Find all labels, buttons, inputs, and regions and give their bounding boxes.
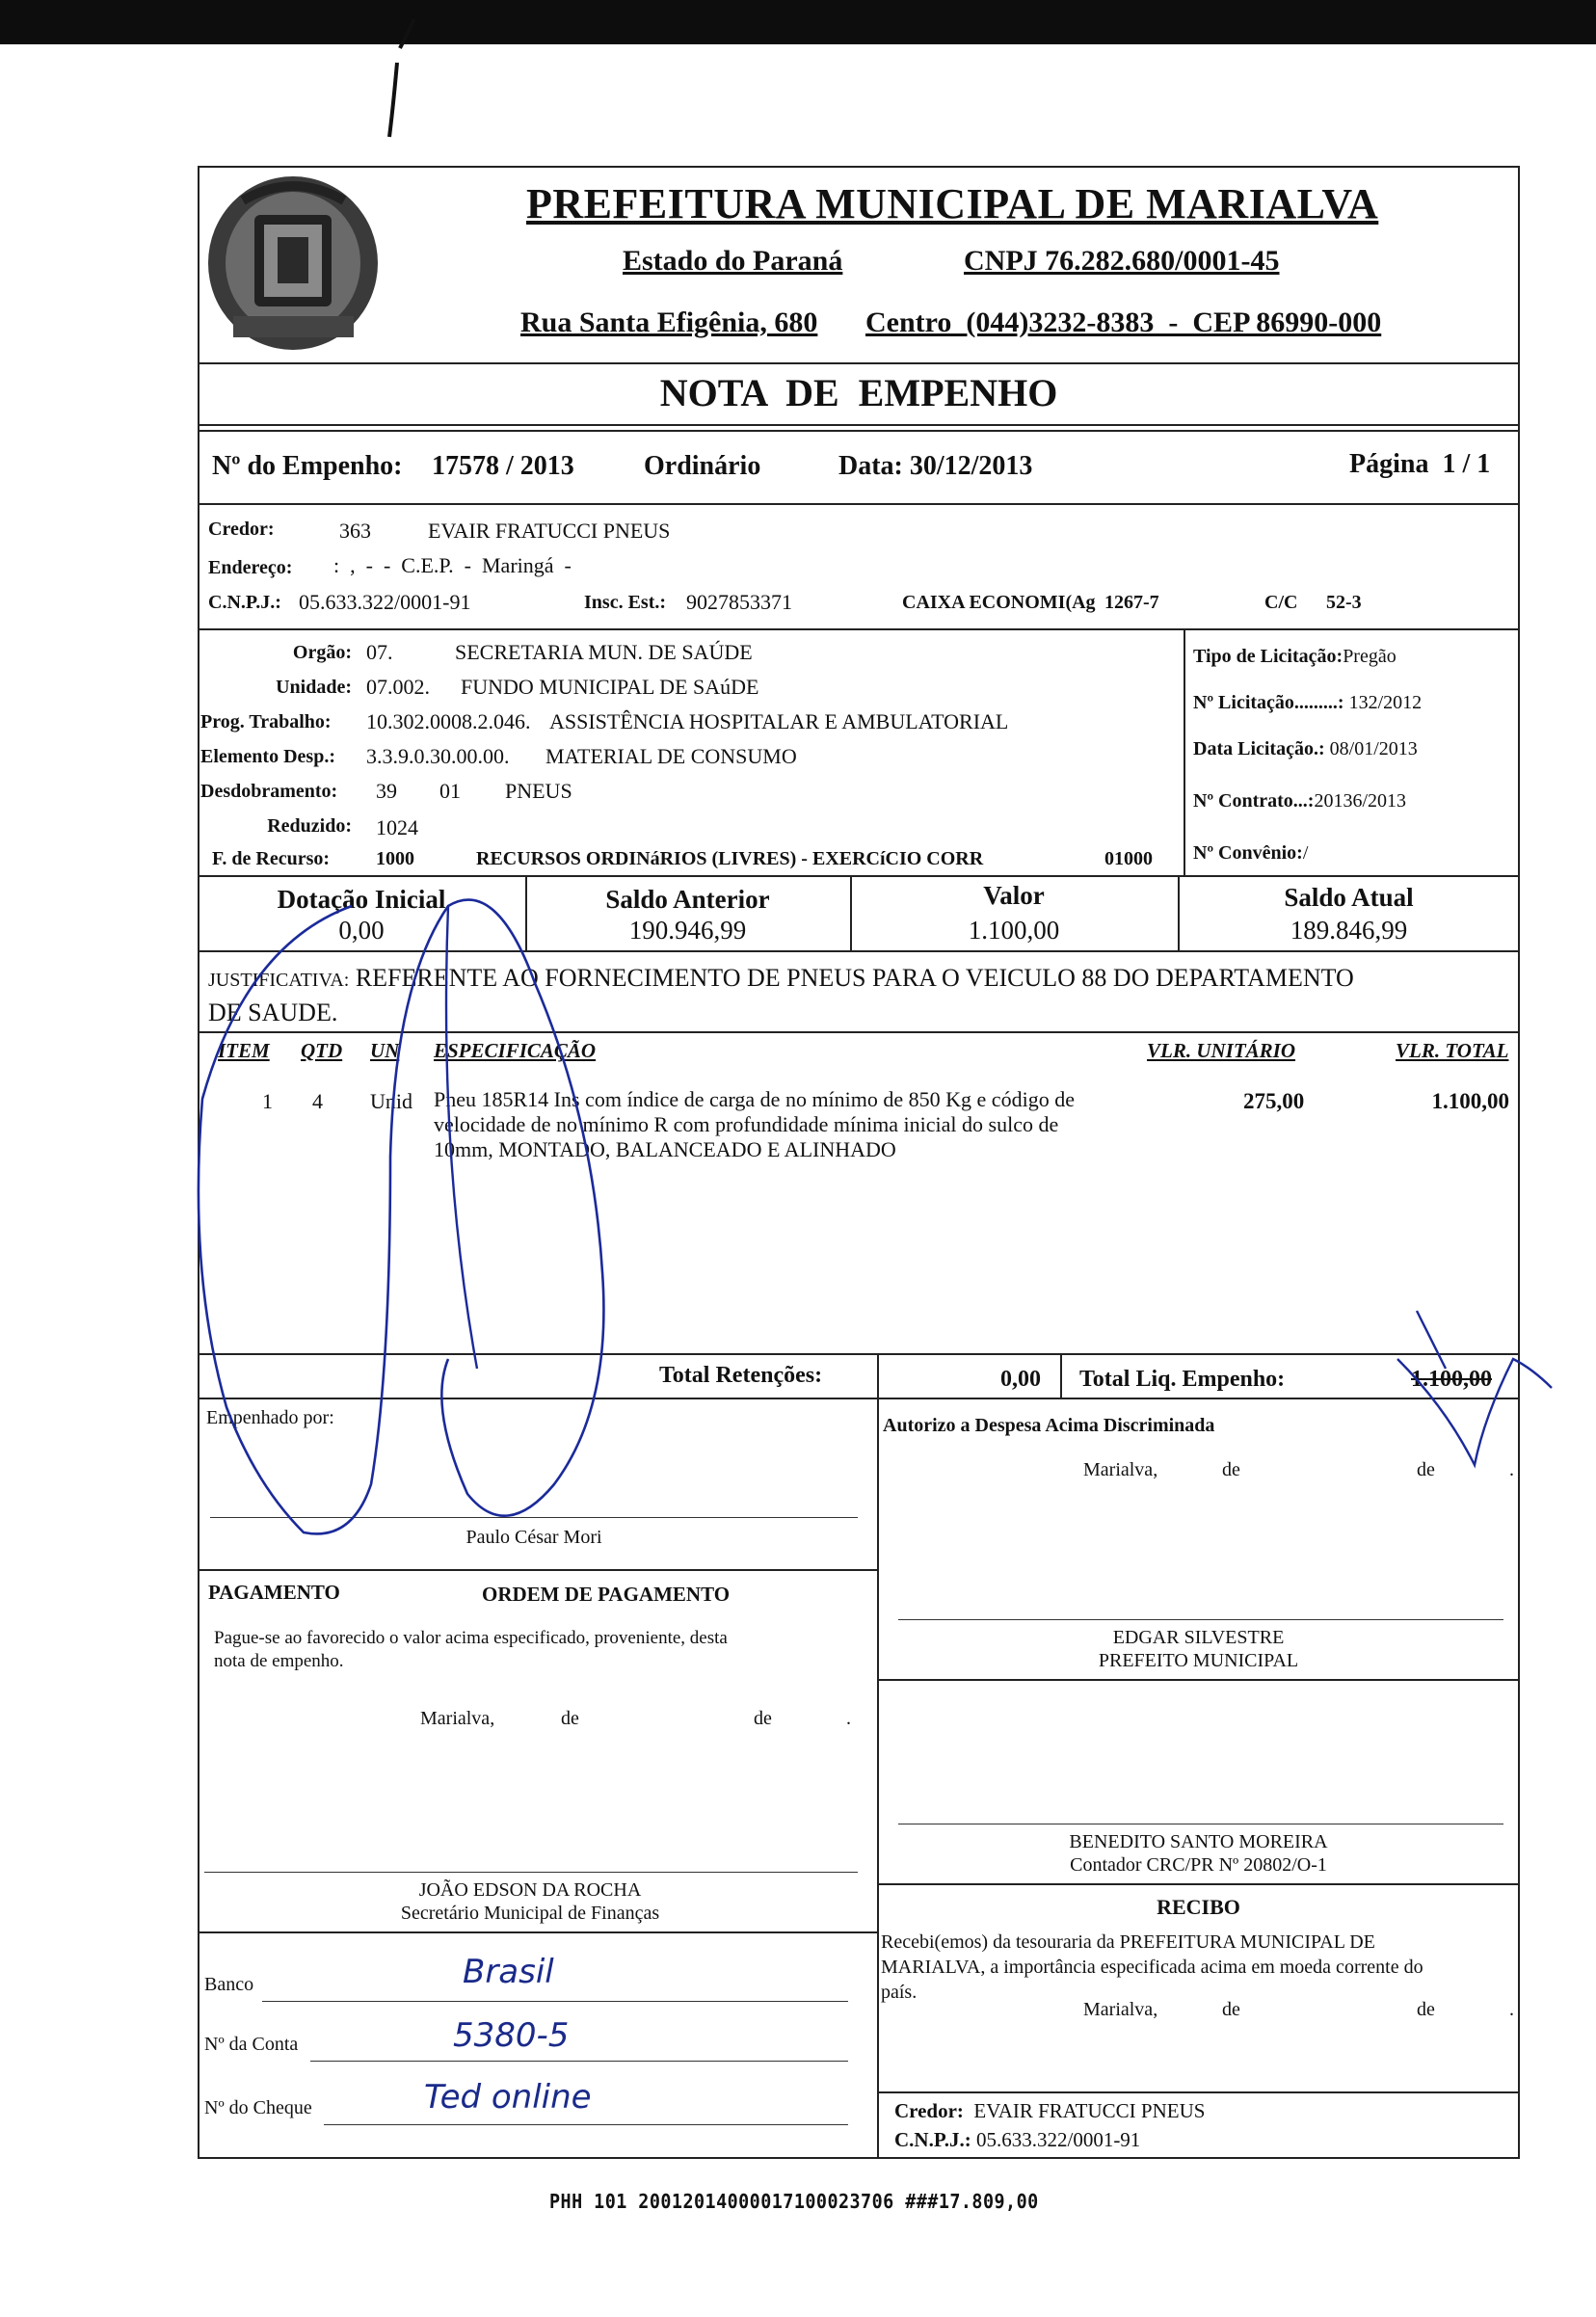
elemento-code: 3.3.9.0.30.00.00. — [366, 744, 510, 768]
date-de-1: de — [561, 1708, 579, 1729]
recibo-title: RECIBO — [1157, 1895, 1240, 1919]
cc-value: 52-3 — [1326, 592, 1362, 613]
empenho-date: Data: 30/12/2013 — [838, 451, 1033, 481]
endereco-label: Endereço: — [208, 557, 293, 578]
autorizo-text: Autorizo a Despesa Acima Discriminada — [883, 1415, 1215, 1436]
dotacao-label: Dotação Inicial — [277, 885, 446, 914]
document-title: NOTA DE EMPENHO — [659, 371, 1058, 414]
convenio-label: Nº Convênio: — [1193, 842, 1303, 864]
banco-label: Banco — [204, 1974, 254, 1995]
credor-label: Credor: — [208, 519, 275, 540]
date-city: Marialva, — [420, 1708, 495, 1729]
recibo-text-line3: país. — [881, 1982, 918, 2003]
item-un: Unid — [370, 1089, 412, 1113]
empenhado-name: Paulo César Mori — [466, 1527, 602, 1548]
cheque-handwritten: Ted online — [424, 2078, 592, 2117]
pagamento-text-line2: nota de empenho. — [214, 1651, 344, 1671]
divider — [198, 362, 1520, 364]
recibo-text-line2: MARIALVA, a importância especificada acima em moeda corrente do — [881, 1957, 1423, 1978]
total-retencoes-value: 0,00 — [1000, 1367, 1041, 1392]
saldo-atual-value: 189.846,99 — [1290, 916, 1408, 945]
justificativa-line2: DE SAUDE. — [208, 999, 338, 1026]
credor-name: EVAIR FRATUCCI PNEUS — [428, 519, 671, 543]
licitacao-num-label: Nº Licitação.........: — [1193, 692, 1344, 713]
prog-label: Prog. Trabalho: — [200, 711, 332, 732]
handwritten-check-mark — [1388, 1301, 1561, 1475]
divider — [877, 1679, 1520, 1681]
item-qtd: 4 — [312, 1089, 323, 1113]
item-number: 1 — [262, 1089, 273, 1113]
desdobramento-label: Desdobramento: — [200, 781, 338, 802]
secretario-name: JOÃO EDSON DA ROCHA — [418, 1879, 642, 1901]
empenho-number-label: Nº do Empenho: — [212, 451, 403, 481]
item-unit-price: 275,00 — [1243, 1089, 1305, 1113]
item-spec-line2: velocidade de no mínimo R com profundidade mínima inicial do sulco de — [434, 1112, 1059, 1136]
item-spec-line1: Pneu 185R14 Ins com índice de carga de no mínimo de 850 Kg e código de — [434, 1087, 1075, 1111]
divider — [198, 430, 1520, 432]
footer-code: PHH 101 20012014000017100023706 ###17.809,00 — [549, 2190, 1039, 2213]
cc-label: C/C — [1264, 592, 1298, 613]
valor-label: Valor — [983, 881, 1045, 910]
divider — [198, 628, 1520, 630]
pagamento-label: PAGAMENTO — [208, 1581, 340, 1604]
date-de-2: de — [754, 1708, 772, 1729]
date-period: . — [1509, 1459, 1514, 1480]
divider — [877, 1883, 1520, 1885]
desdobramento-value: PNEUS — [505, 779, 572, 803]
header-state: Estado do Paraná — [623, 245, 843, 277]
item-spec-line3: 10mm, MONTADO, BALANCEADO E ALINHADO — [434, 1137, 896, 1161]
coat-of-arms-icon — [204, 172, 383, 355]
secretario-role: Secretário Municipal de Finanças — [400, 1903, 660, 1924]
date-city: Marialva, — [1083, 1459, 1158, 1480]
conta-handwritten: 5380-5 — [453, 2016, 570, 2055]
divider — [198, 424, 1520, 426]
prog-code: 10.302.0008.2.046. — [366, 709, 531, 733]
prefeito-role: PREFEITO MUNICIPAL — [1098, 1650, 1299, 1671]
bank-agency: 1267-7 — [1104, 592, 1159, 613]
ordem-pagamento-title: ORDEM DE PAGAMENTO — [482, 1583, 731, 1606]
column-divider — [1184, 628, 1185, 875]
cheque-line — [324, 2124, 848, 2125]
banco-handwritten: Brasil — [463, 1953, 554, 1991]
item-total: 1.100,00 — [1431, 1089, 1509, 1113]
prefeito-name: EDGAR SILVESTRE — [1112, 1627, 1285, 1648]
conta-label: Nº da Conta — [204, 2034, 299, 2055]
empenho-number: 17578 / 2013 — [432, 451, 574, 481]
recibo-cnpj-value: 05.633.322/0001-91 — [975, 2128, 1141, 2151]
pen-stroke-mark — [347, 10, 463, 145]
date-de-1: de — [1222, 1459, 1240, 1480]
saldo-anterior-value: 190.946,99 — [628, 916, 747, 945]
col-qtd-header: QTD — [301, 1039, 343, 1062]
unidade-label: Unidade: — [276, 677, 352, 698]
prog-value: ASSISTÊNCIA HOSPITALAR E AMBULATORIAL — [549, 709, 1009, 733]
total-liquido-label: Total Liq. Empenho: — [1079, 1367, 1286, 1392]
date-period: . — [1509, 1999, 1514, 2020]
col-un-header: UN — [370, 1039, 400, 1062]
date-de-1: de — [1222, 1999, 1240, 2020]
recurso-label: F. de Recurso: — [212, 848, 331, 869]
endereco-value: : , - - C.E.P. - Maringá - — [333, 553, 572, 577]
scan-top-border — [0, 0, 1596, 44]
elemento-value: MATERIAL DE CONSUMO — [545, 744, 797, 768]
recibo-text — [881, 1930, 1513, 2005]
desdobramento-a: 39 — [376, 779, 397, 803]
recibo-cnpj-label: C.N.P.J.: — [894, 2128, 971, 2151]
empenhado-label: Empenhado por: — [206, 1407, 334, 1428]
page-number: Página 1 / 1 — [1349, 449, 1491, 479]
convenio-value: / — [1302, 842, 1309, 864]
header-address: Rua Santa Efigênia, 680 — [520, 306, 818, 338]
cnpj-label: C.N.P.J.: — [208, 592, 281, 613]
insc-value: 9027853371 — [686, 590, 792, 614]
column-divider — [1060, 1353, 1062, 1398]
licitacao-num-value: 132/2012 — [1348, 692, 1423, 713]
unidade-code: 07.002. — [366, 675, 430, 699]
date-city: Marialva, — [1083, 1999, 1158, 2020]
col-vlr-total-header: VLR. TOTAL — [1396, 1039, 1509, 1062]
empenho-kind: Ordinário — [644, 451, 761, 481]
pagamento-text-line1: Pague-se ao favorecido o valor acima especificado, proveniente, desta — [214, 1628, 728, 1648]
cnpj-value: 05.633.322/0001-91 — [299, 590, 471, 614]
contador-name: BENEDITO SANTO MOREIRA — [1069, 1831, 1328, 1852]
pagamento-text — [214, 1627, 728, 1673]
tipo-licitacao-label: Tipo de Licitação: — [1193, 646, 1343, 667]
total-retencoes-label: Total Retenções: — [659, 1363, 823, 1388]
unidade-value: FUNDO MUNICIPAL DE SAúDE — [461, 675, 759, 699]
contrato-label: Nº Contrato...: — [1193, 790, 1315, 812]
column-divider — [877, 1398, 879, 2159]
divider — [198, 1569, 877, 1571]
saldo-anterior-label: Saldo Anterior — [605, 885, 770, 914]
tipo-licitacao-value: Pregão — [1343, 646, 1396, 667]
credor-code: 363 — [339, 519, 371, 543]
date-de-2: de — [1417, 1999, 1435, 2020]
recibo-text-line1: Recebi(emos) da tesouraria da PREFEITURA MUNICIPAL DE — [881, 1931, 1375, 1953]
conta-line — [310, 2061, 848, 2062]
reduzido-value: 1024 — [376, 815, 418, 839]
recurso-code: 1000 — [376, 848, 414, 869]
handwritten-signature — [188, 867, 651, 1561]
banco-line — [262, 2001, 848, 2002]
recurso-value: RECURSOS ORDINáRIOS (LIVRES) - EXERCíCIO CORR — [476, 848, 984, 869]
bank-name: CAIXA ECONOMI(Ag — [902, 592, 1096, 613]
desdobramento-b: 01 — [439, 779, 461, 803]
licitacao-data-value: 08/01/2013 — [1329, 738, 1418, 759]
saldo-atual-label: Saldo Atual — [1284, 883, 1414, 912]
column-divider — [877, 1353, 879, 1398]
elemento-label: Elemento Desp.: — [200, 746, 335, 767]
divider — [877, 2091, 1520, 2093]
date-de-2: de — [1417, 1459, 1435, 1480]
date-period: . — [846, 1708, 851, 1729]
justificativa-line1: REFERENTE AO FORNECIMENTO DE PNEUS PARA O VEICULO 88 DO DEPARTAMENTO — [355, 964, 1354, 992]
col-vlr-unit-header: VLR. UNITÁRIO — [1147, 1039, 1296, 1062]
contrato-value: 20136/2013 — [1314, 790, 1407, 812]
contador-role: Contador CRC/PR Nº 20802/O-1 — [1070, 1854, 1327, 1876]
header-contact: Centro (044)3232-8383 - CEP 86990-000 — [865, 306, 1382, 338]
licitacao-data-label: Data Licitação.: — [1193, 738, 1325, 759]
valor-value: 1.100,00 — [968, 916, 1060, 945]
col-item-header: ITEM — [218, 1039, 270, 1062]
signature-line — [204, 1872, 858, 1873]
orgao-value: SECRETARIA MUN. DE SAÚDE — [455, 640, 753, 664]
dotacao-value: 0,00 — [338, 916, 385, 945]
header-title: PREFEITURA MUNICIPAL DE MARIALVA — [526, 180, 1379, 227]
orgao-code: 07. — [366, 640, 393, 664]
col-espec-header: ESPECIFICAÇÃO — [434, 1039, 597, 1062]
recibo-credor-value: EVAIR FRATUCCI PNEUS — [973, 2099, 1206, 2122]
signature-line — [898, 1619, 1503, 1620]
justificativa-label: JUSTIFICATIVA: — [208, 970, 350, 991]
header-cnpj: CNPJ 76.282.680/0001-45 — [964, 245, 1280, 277]
recibo-credor-label: Credor: — [894, 2099, 964, 2122]
orgao-label: Orgão: — [292, 642, 352, 663]
divider — [198, 1931, 877, 1933]
recurso-number: 01000 — [1104, 848, 1153, 869]
reduzido-label: Reduzido: — [267, 815, 352, 837]
cheque-label: Nº do Cheque — [204, 2097, 312, 2118]
insc-label: Insc. Est.: — [584, 592, 667, 613]
total-liquido-value: 1.100,00 — [1411, 1367, 1492, 1392]
divider — [198, 503, 1520, 505]
